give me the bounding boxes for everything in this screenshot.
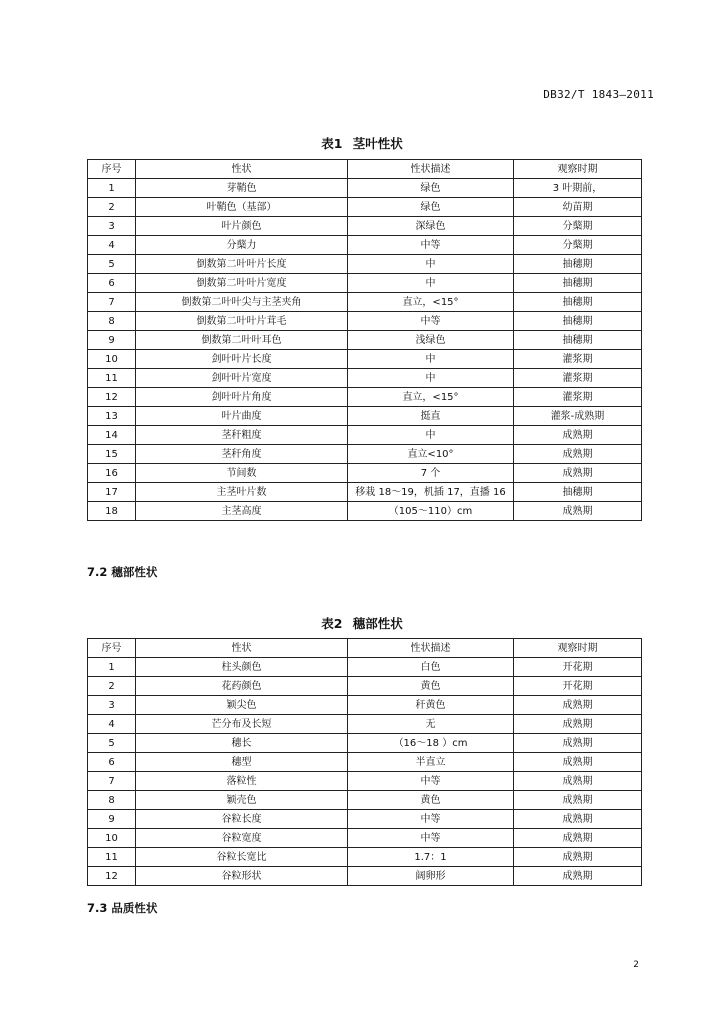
header-index: 序号	[88, 639, 136, 658]
section-number: 7.2	[87, 565, 108, 579]
cell-index: 7	[88, 772, 136, 791]
table-row	[88, 772, 642, 791]
cell-trait: 落粒性	[136, 772, 348, 791]
cell-index: 4	[88, 236, 136, 255]
cell-observation-period: 成熟期	[514, 772, 642, 791]
cell-trait: 芽鞘色	[136, 179, 348, 198]
table-row	[88, 445, 642, 464]
cell-observation-period: 抽穗期	[514, 312, 642, 331]
table-row	[88, 848, 642, 867]
cell-index: 6	[88, 274, 136, 293]
cell-description: 7 个	[348, 464, 514, 483]
section-heading-7-3	[87, 900, 157, 916]
cell-trait: 穗长	[136, 734, 348, 753]
cell-trait: 谷粒形状	[136, 867, 348, 886]
header-observation-period: 观察时期	[514, 639, 642, 658]
cell-trait: 主茎高度	[136, 502, 348, 521]
table-row	[88, 483, 642, 502]
cell-trait: 叶片颜色	[136, 217, 348, 236]
cell-trait: 谷粒宽度	[136, 829, 348, 848]
cell-index: 12	[88, 867, 136, 886]
cell-index: 6	[88, 753, 136, 772]
cell-index: 7	[88, 293, 136, 312]
table-row	[88, 255, 642, 274]
cell-observation-period: 成熟期	[514, 426, 642, 445]
table-row	[88, 677, 642, 696]
cell-trait: 谷粒长宽比	[136, 848, 348, 867]
cell-trait: 剑叶叶片宽度	[136, 369, 348, 388]
cell-observation-period: 成熟期	[514, 464, 642, 483]
cell-index: 4	[88, 715, 136, 734]
cell-observation-period: 成熟期	[514, 867, 642, 886]
cell-index: 16	[88, 464, 136, 483]
cell-observation-period: 抽穗期	[514, 274, 642, 293]
cell-observation-period: 成熟期	[514, 715, 642, 734]
table-row	[88, 198, 642, 217]
document-code: DB32/T 1843—2011	[543, 88, 654, 101]
table-row	[88, 331, 642, 350]
cell-observation-period: 成熟期	[514, 753, 642, 772]
cell-description: 挺直	[348, 407, 514, 426]
cell-description: 中	[348, 274, 514, 293]
cell-observation-period: 灌浆期	[514, 350, 642, 369]
table2-title: 穗部性状	[352, 616, 403, 631]
cell-trait: 倒数第二叶叶耳色	[136, 331, 348, 350]
cell-description: 中等	[348, 312, 514, 331]
table-row	[88, 274, 642, 293]
cell-description: 无	[348, 715, 514, 734]
cell-index: 17	[88, 483, 136, 502]
cell-description: 深绿色	[348, 217, 514, 236]
cell-description: 绿色	[348, 179, 514, 198]
header-description: 性状描述	[348, 639, 514, 658]
table-row	[88, 426, 642, 445]
cell-observation-period: 灌浆期	[514, 388, 642, 407]
table-row	[88, 407, 642, 426]
cell-description: 移栽 18～19，机插 17，直播 16	[348, 483, 514, 502]
cell-index: 13	[88, 407, 136, 426]
table2-caption	[0, 614, 724, 632]
table-row	[88, 312, 642, 331]
cell-observation-period: 成熟期	[514, 734, 642, 753]
table2-panicle-traits	[87, 638, 642, 886]
cell-index: 11	[88, 848, 136, 867]
cell-observation-period: 灌浆期	[514, 369, 642, 388]
cell-index: 14	[88, 426, 136, 445]
cell-trait: 叶鞘色（基部）	[136, 198, 348, 217]
cell-description: 黄色	[348, 791, 514, 810]
table-row	[88, 734, 642, 753]
cell-trait: 颖壳色	[136, 791, 348, 810]
table1-caption	[0, 134, 724, 152]
cell-description: 直立<10°	[348, 445, 514, 464]
cell-trait: 剑叶叶片长度	[136, 350, 348, 369]
table-header-row	[88, 639, 642, 658]
cell-observation-period: 分蘖期	[514, 217, 642, 236]
cell-index: 10	[88, 829, 136, 848]
cell-description: （105～110）cm	[348, 502, 514, 521]
header-observation-period: 观察时期	[514, 160, 642, 179]
cell-index: 3	[88, 696, 136, 715]
table2-label: 表2	[321, 616, 343, 631]
cell-observation-period: 抽穗期	[514, 483, 642, 502]
cell-observation-period: 3 叶期前，	[514, 179, 642, 198]
cell-observation-period: 成熟期	[514, 445, 642, 464]
table-row	[88, 753, 642, 772]
table-row	[88, 369, 642, 388]
cell-index: 2	[88, 198, 136, 217]
cell-observation-period: 分蘖期	[514, 236, 642, 255]
cell-trait: 倒数第二叶叶片宽度	[136, 274, 348, 293]
cell-trait: 叶片曲度	[136, 407, 348, 426]
table-row	[88, 829, 642, 848]
cell-observation-period: 开花期	[514, 658, 642, 677]
cell-trait: 剑叶叶片角度	[136, 388, 348, 407]
cell-observation-period: 成熟期	[514, 810, 642, 829]
cell-description: 黄色	[348, 677, 514, 696]
cell-index: 18	[88, 502, 136, 521]
cell-trait: 柱头颜色	[136, 658, 348, 677]
cell-description: （16～18 ）cm	[348, 734, 514, 753]
table-row	[88, 388, 642, 407]
section-title: 品质性状	[111, 901, 158, 915]
cell-observation-period: 成熟期	[514, 502, 642, 521]
section-title: 穗部性状	[111, 565, 158, 579]
table-row	[88, 715, 642, 734]
cell-trait: 茎秆角度	[136, 445, 348, 464]
table-header-row	[88, 160, 642, 179]
cell-description: 阔卵形	[348, 867, 514, 886]
table-row	[88, 236, 642, 255]
cell-description: 直立，<15°	[348, 388, 514, 407]
table-row	[88, 179, 642, 198]
cell-observation-period: 成熟期	[514, 829, 642, 848]
table-row	[88, 293, 642, 312]
cell-index: 11	[88, 369, 136, 388]
cell-index: 9	[88, 810, 136, 829]
cell-trait: 倒数第二叶叶片茸毛	[136, 312, 348, 331]
cell-index: 2	[88, 677, 136, 696]
cell-trait: 倒数第二叶叶片长度	[136, 255, 348, 274]
cell-trait: 茎秆粗度	[136, 426, 348, 445]
cell-description: 直立，<15°	[348, 293, 514, 312]
cell-description: 1.7：1	[348, 848, 514, 867]
cell-description: 浅绿色	[348, 331, 514, 350]
header-index: 序号	[88, 160, 136, 179]
cell-trait: 谷粒长度	[136, 810, 348, 829]
cell-index: 10	[88, 350, 136, 369]
cell-index: 12	[88, 388, 136, 407]
cell-index: 3	[88, 217, 136, 236]
cell-trait: 主茎叶片数	[136, 483, 348, 502]
table-row	[88, 810, 642, 829]
cell-description: 中等	[348, 810, 514, 829]
cell-trait: 穗型	[136, 753, 348, 772]
cell-trait: 花药颜色	[136, 677, 348, 696]
table1-label: 表1	[321, 136, 343, 151]
cell-index: 8	[88, 312, 136, 331]
cell-trait: 芒分布及长短	[136, 715, 348, 734]
cell-description: 中	[348, 255, 514, 274]
cell-description: 绿色	[348, 198, 514, 217]
cell-description: 中等	[348, 772, 514, 791]
table-row	[88, 696, 642, 715]
table1-title: 茎叶性状	[352, 136, 403, 151]
table-row	[88, 502, 642, 521]
cell-index: 5	[88, 734, 136, 753]
table-row	[88, 658, 642, 677]
table-row	[88, 217, 642, 236]
cell-trait: 倒数第二叶叶尖与主茎夹角	[136, 293, 348, 312]
header-trait: 性状	[136, 160, 348, 179]
cell-observation-period: 抽穗期	[514, 293, 642, 312]
cell-index: 9	[88, 331, 136, 350]
cell-description: 中等	[348, 236, 514, 255]
cell-description: 中	[348, 369, 514, 388]
cell-description: 半直立	[348, 753, 514, 772]
cell-observation-period: 成熟期	[514, 791, 642, 810]
table-row	[88, 350, 642, 369]
table-row	[88, 464, 642, 483]
cell-description: 秆黄色	[348, 696, 514, 715]
cell-trait: 节间数	[136, 464, 348, 483]
cell-index: 8	[88, 791, 136, 810]
page-number: 2	[633, 960, 639, 970]
cell-observation-period: 灌浆-成熟期	[514, 407, 642, 426]
cell-description: 中	[348, 350, 514, 369]
table-row	[88, 867, 642, 886]
header-trait: 性状	[136, 639, 348, 658]
cell-description: 中	[348, 426, 514, 445]
table-row	[88, 791, 642, 810]
cell-trait: 颖尖色	[136, 696, 348, 715]
header-description: 性状描述	[348, 160, 514, 179]
cell-description: 白色	[348, 658, 514, 677]
cell-index: 5	[88, 255, 136, 274]
cell-observation-period: 成熟期	[514, 696, 642, 715]
cell-index: 15	[88, 445, 136, 464]
section-heading-7-2	[87, 564, 157, 580]
cell-observation-period: 幼苗期	[514, 198, 642, 217]
cell-observation-period: 成熟期	[514, 848, 642, 867]
cell-observation-period: 抽穗期	[514, 255, 642, 274]
cell-observation-period: 开花期	[514, 677, 642, 696]
cell-trait: 分蘖力	[136, 236, 348, 255]
table1-stem-leaf-traits	[87, 159, 642, 521]
cell-index: 1	[88, 658, 136, 677]
cell-index: 1	[88, 179, 136, 198]
section-number: 7.3	[87, 901, 108, 915]
cell-observation-period: 抽穗期	[514, 331, 642, 350]
cell-description: 中等	[348, 829, 514, 848]
